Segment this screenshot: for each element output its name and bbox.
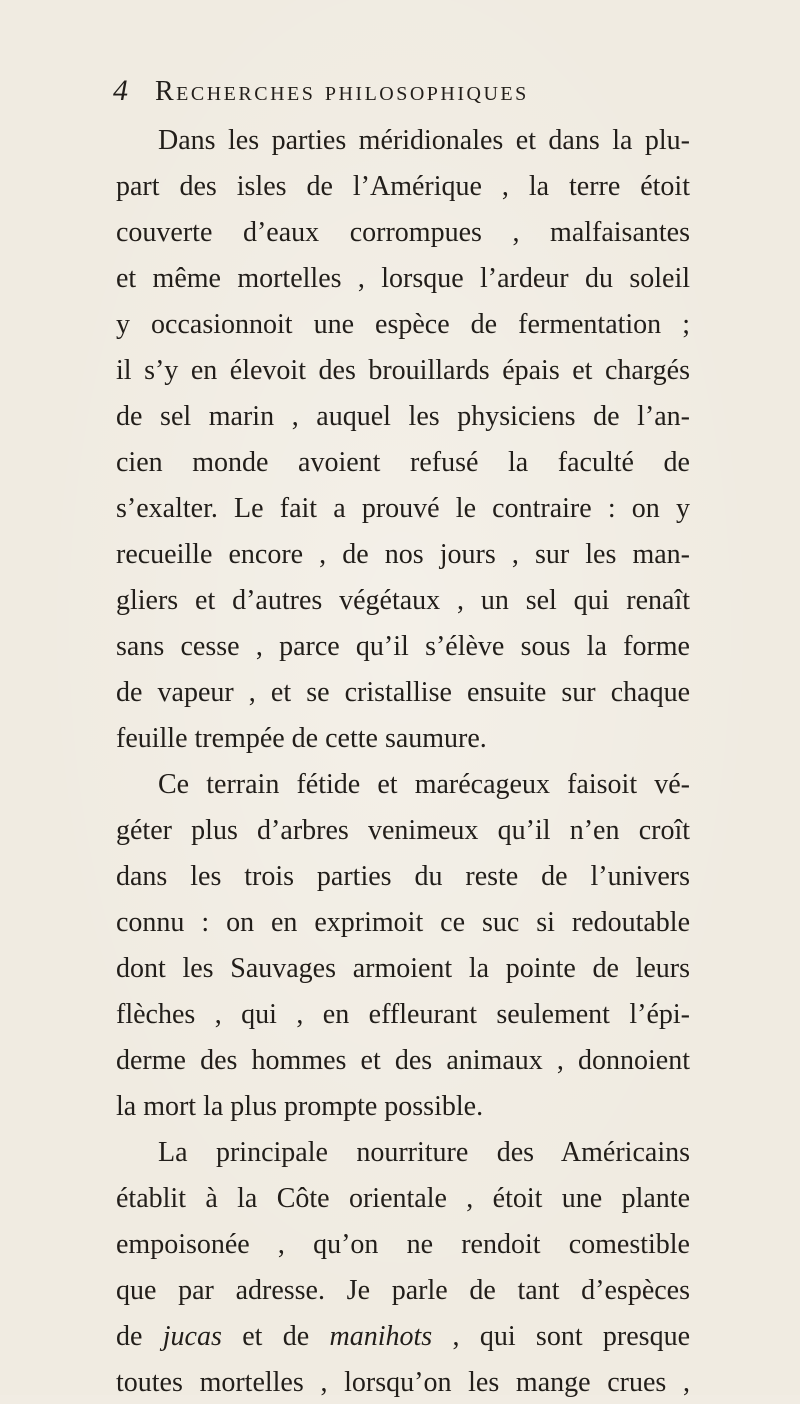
page-number: 4 bbox=[113, 74, 128, 107]
italic-term-jucas: jucas bbox=[162, 1321, 222, 1352]
text-line: gliers et d’autres végétaux , un sel qui renaît bbox=[116, 585, 690, 616]
text-fragment: de bbox=[116, 1321, 163, 1352]
text-line: connu : on en exprimoit ce suc si redoutable bbox=[116, 907, 690, 938]
italic-term-manihots: manihots bbox=[329, 1321, 433, 1352]
text-line: flèches , qui , en effleurant seulement l’épi- bbox=[116, 999, 690, 1030]
text-line: part des isles de l’Amérique , la terre étoit bbox=[116, 171, 690, 202]
running-head: Recherches philosophiques bbox=[155, 76, 529, 107]
text-line: Ce terrain fétide et marécageux faisoit vé- bbox=[158, 769, 690, 800]
text-line: dont les Sauvages armoient la pointe de leurs bbox=[116, 953, 690, 984]
text-line: de sel marin , auquel les physiciens de l’an- bbox=[116, 401, 690, 432]
text-line: Dans les parties méridionales et dans la plu- bbox=[158, 125, 690, 156]
text-line: toutes mortelles , lorsqu’on les mange crues , bbox=[116, 1367, 690, 1398]
text-line: s’exalter. Le fait a prouvé le contraire : on y bbox=[116, 493, 690, 524]
text-line: et même mortelles , lorsque l’ardeur du soleil bbox=[116, 263, 690, 294]
text-line: il s’y en élevoit des brouillards épais et chargés bbox=[116, 355, 690, 386]
text-line: La principale nourriture des Américains bbox=[158, 1137, 690, 1168]
text-line: derme des hommes et des animaux , donnoient bbox=[116, 1045, 690, 1076]
text-line: que par adresse. Je parle de tant d’espèces bbox=[116, 1275, 690, 1306]
text-line: la mort la plus prompte possible. bbox=[116, 1091, 484, 1122]
text-fragment: , qui sont presque bbox=[432, 1321, 690, 1352]
text-fragment: et de bbox=[221, 1321, 330, 1352]
text-line: sans cesse , parce qu’il s’élève sous la forme bbox=[116, 631, 690, 662]
text-line: empoisonée , qu’on ne rendoit comestible bbox=[116, 1229, 690, 1260]
text-line: y occasionnoit une espèce de fermentation ; bbox=[116, 309, 690, 340]
text-line: feuille trempée de cette saumure. bbox=[116, 723, 487, 754]
text-line: dans les trois parties du reste de l’univers bbox=[116, 861, 690, 892]
text-line: de vapeur , et se cristallise ensuite sur chaque bbox=[116, 677, 690, 708]
text-line: couverte d’eaux corrompues , malfaisantes bbox=[116, 217, 690, 248]
text-line-with-italics bbox=[116, 1316, 690, 1358]
text-line: géter plus d’arbres venimeux qu’il n’en croît bbox=[116, 815, 690, 846]
text-line: recueille encore , de nos jours , sur les man- bbox=[116, 539, 690, 570]
text-line: établit à la Côte orientale , étoit une plante bbox=[116, 1183, 690, 1214]
text-line: cien monde avoient refusé la faculté de bbox=[116, 447, 690, 478]
